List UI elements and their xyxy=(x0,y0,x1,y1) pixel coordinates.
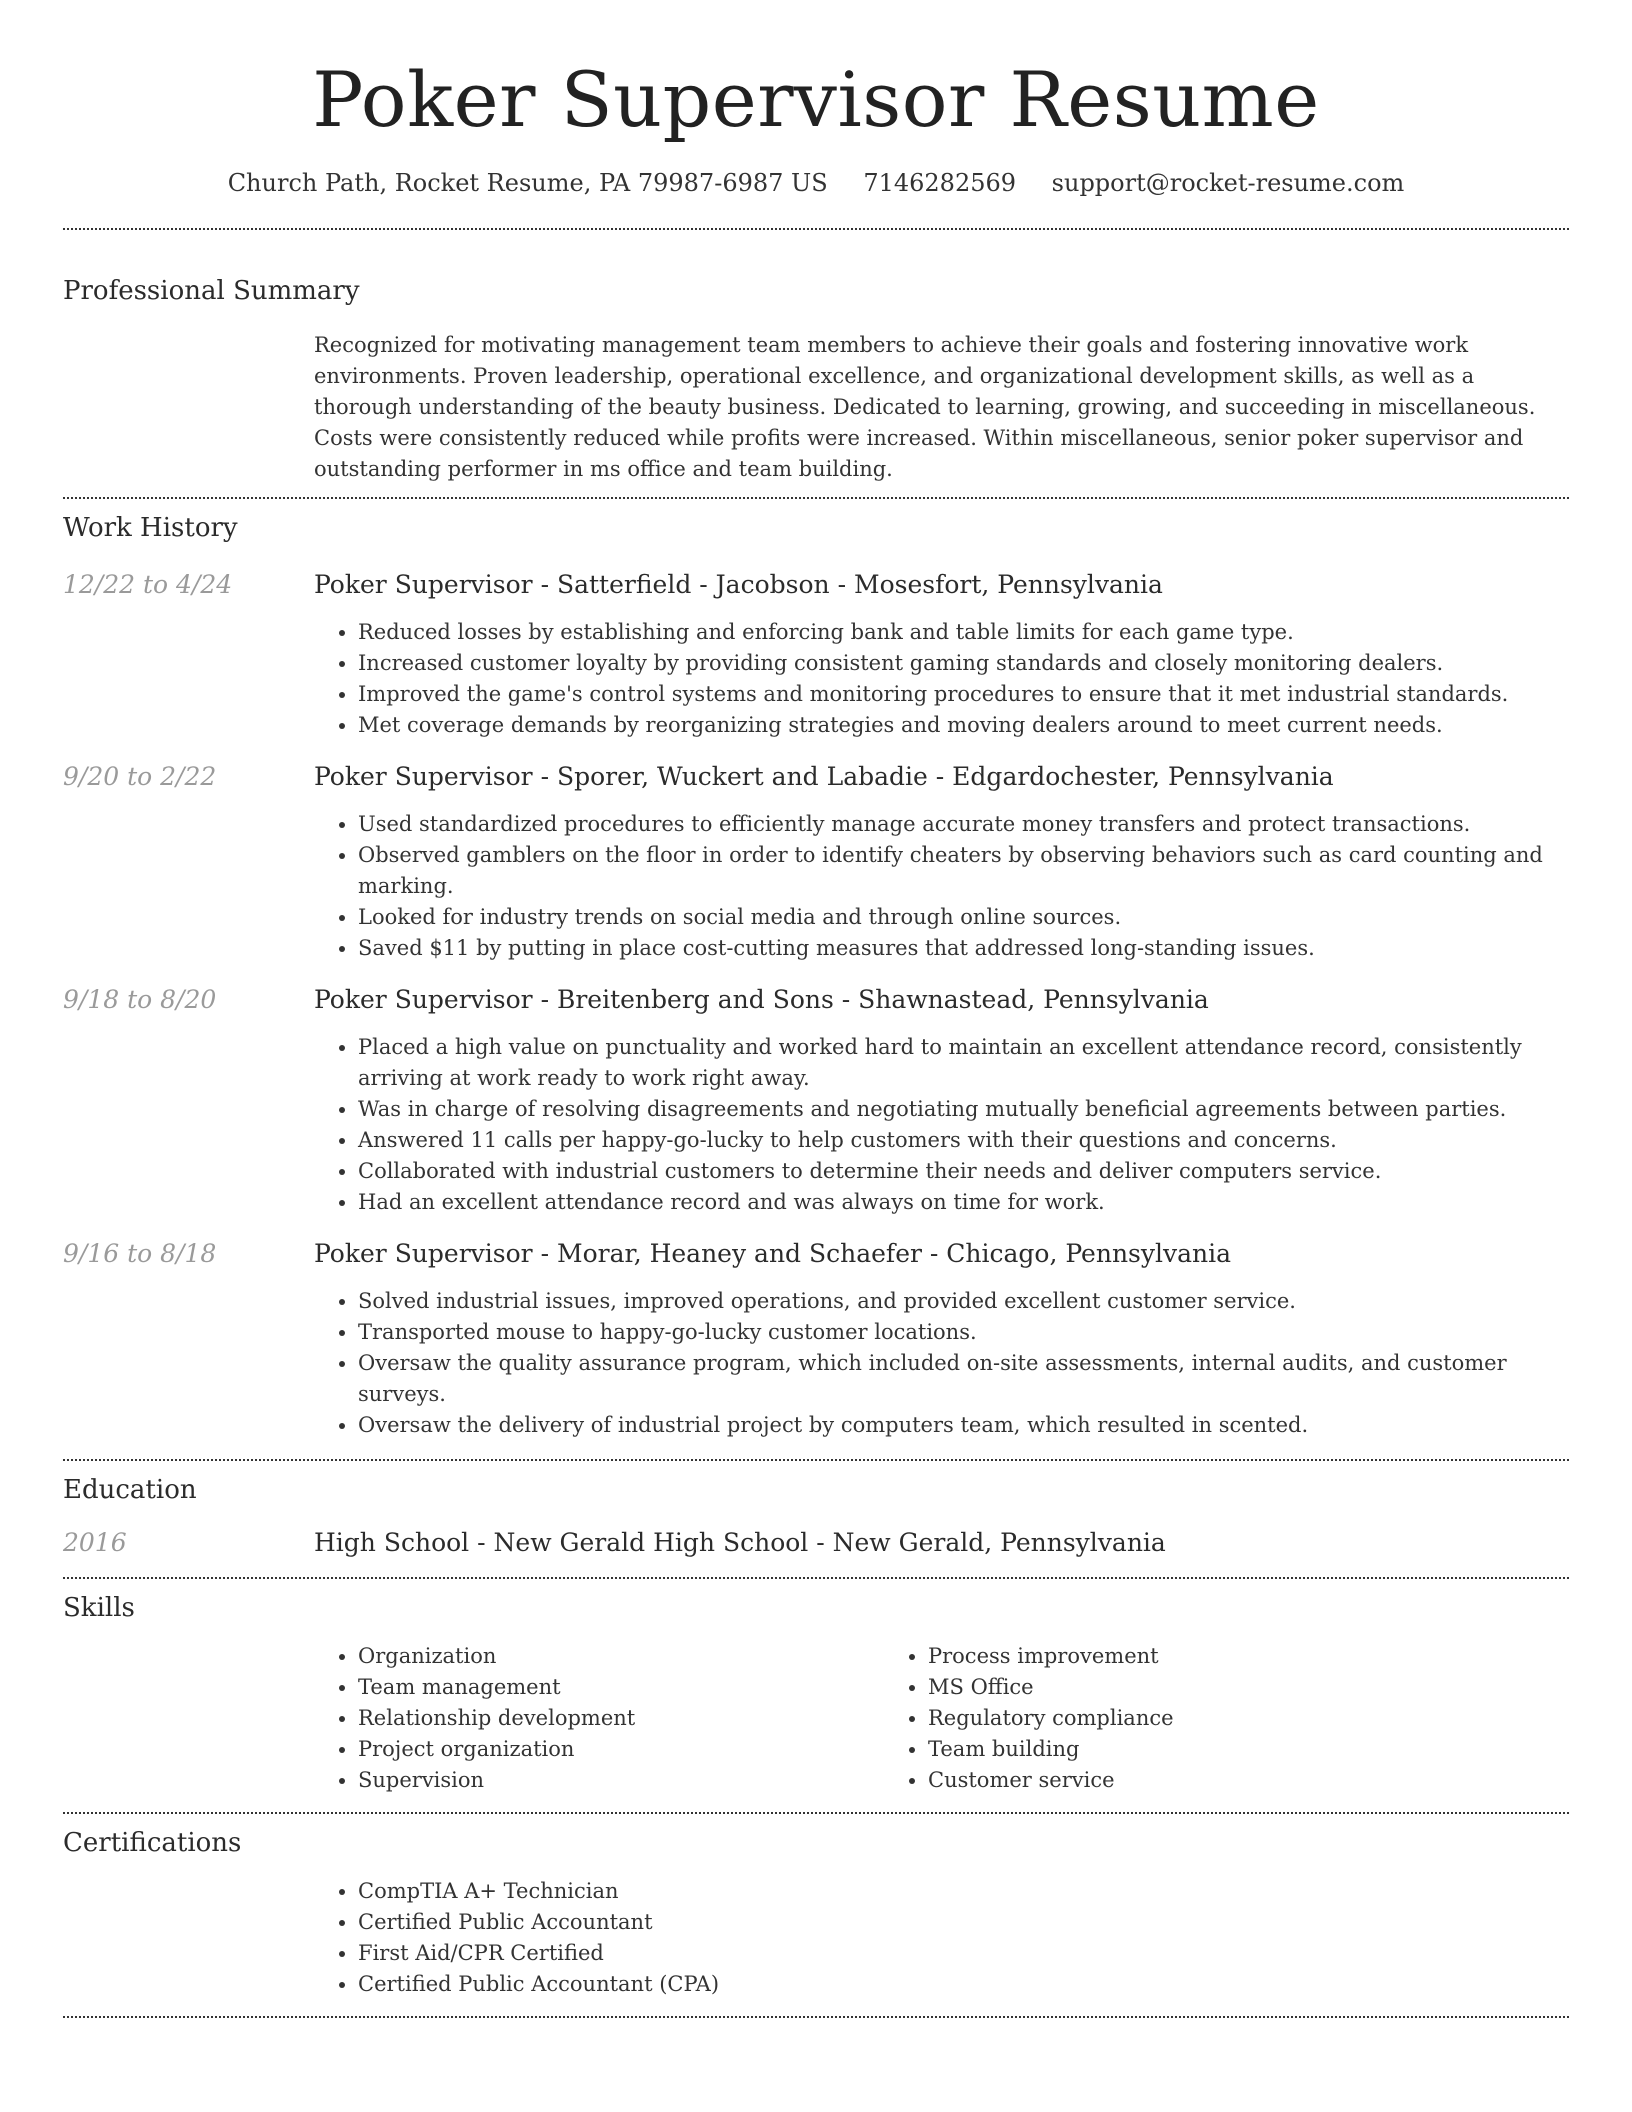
education-heading-line xyxy=(314,1527,1569,1559)
skill-item: • Team management xyxy=(358,1672,928,1703)
skill-item: • Supervision xyxy=(358,1765,928,1796)
certification-item: • First Aid/CPR Certified xyxy=(358,1938,1569,1969)
section-divider xyxy=(63,228,1569,230)
job-bullet: • Collaborated with industrial customers to determine their needs and deliver computers service. xyxy=(358,1156,1569,1187)
job-entry xyxy=(63,761,1569,964)
job-dates: 9/16 to 8/18 xyxy=(63,1239,217,1268)
job-details: - Sporer, Wuckert and Labadie - Edgardochester, Pennsylvania xyxy=(532,762,1334,791)
skills-list xyxy=(314,1641,1569,1796)
job-entry xyxy=(63,984,1569,1218)
education-year: 2016 xyxy=(63,1528,127,1557)
job-entry xyxy=(63,569,1569,741)
job-title: Poker Supervisor xyxy=(314,762,533,791)
skill-item: • Organization xyxy=(358,1641,928,1672)
job-heading xyxy=(314,1238,1569,1270)
job-bullet: • Increased customer loyalty by providing consistent gaming standards and closely monitoring dealers. xyxy=(358,648,1569,679)
job-bullet: • Looked for industry trends on social media and through online sources. xyxy=(358,902,1569,933)
job-heading xyxy=(314,984,1569,1016)
contact-phone: 7146282569 xyxy=(863,169,1017,197)
job-bullets xyxy=(314,809,1569,964)
skills-column-left xyxy=(314,1641,928,1796)
job-entry xyxy=(63,1238,1569,1441)
contact-line xyxy=(63,168,1569,198)
job-heading xyxy=(314,569,1569,601)
job-bullet: • Was in charge of resolving disagreements and negotiating mutually beneficial agreements between parties. xyxy=(358,1094,1569,1125)
certification-item: • Certified Public Accountant (CPA) xyxy=(358,1969,1569,2000)
job-bullet: • Answered 11 calls per happy-go-lucky to help customers with their questions and concerns. xyxy=(358,1125,1569,1156)
skill-item: • Customer service xyxy=(928,1765,1569,1796)
job-bullet: • Met coverage demands by reorganizing strategies and moving dealers around to meet current needs. xyxy=(358,710,1569,741)
work-history-section xyxy=(63,499,1569,1459)
job-title: Poker Supervisor xyxy=(314,1239,533,1268)
education-heading: Education xyxy=(63,1475,197,1505)
skill-item: • Regulatory compliance xyxy=(928,1703,1569,1734)
job-bullet: • Placed a high value on punctuality and worked hard to maintain an excellent attendance record, consistently arriving at work ready to work right away. xyxy=(358,1032,1569,1094)
job-bullets xyxy=(314,1286,1569,1441)
job-bullet: • Oversaw the delivery of industrial project by computers team, which resulted in scented. xyxy=(358,1410,1569,1441)
section-divider xyxy=(63,2016,1569,2018)
summary-text: Recognized for motivating management team members to achieve their goals and fostering innovative work environments. Proven leadership, operational excellence, and organizational development skills, as well as a thorough understanding of the beauty business. Dedicated to learning, growing, and succeeding in miscellaneous. Costs were consistently reduced while profits were increased. Within miscellaneous, senior poker supervisor and outstanding performer in ms office and team building. xyxy=(314,333,1536,481)
job-dates: 9/20 to 2/22 xyxy=(63,762,217,791)
certifications-heading: Certifications xyxy=(63,1828,242,1858)
job-bullet: • Oversaw the quality assurance program, which included on-site assessments, internal audits, and customer surveys. xyxy=(358,1348,1569,1410)
job-bullets xyxy=(314,1032,1569,1218)
education-details: - New Gerald High School - New Gerald, Pennsylvania xyxy=(469,1528,1166,1557)
job-dates: 12/22 to 4/24 xyxy=(63,570,233,599)
job-title: Poker Supervisor xyxy=(314,985,533,1014)
skill-item: • Project organization xyxy=(358,1734,928,1765)
education-section xyxy=(63,1461,1569,1577)
certifications-section xyxy=(63,1814,1569,2000)
skill-item: • Relationship development xyxy=(358,1703,928,1734)
job-title: Poker Supervisor xyxy=(314,570,533,599)
job-bullet: • Improved the game's control systems and monitoring procedures to ensure that it met industrial standards. xyxy=(358,679,1569,710)
contact-email: support@rocket-resume.com xyxy=(1051,169,1405,197)
skills-heading: Skills xyxy=(63,1593,135,1623)
job-dates: 9/18 to 8/20 xyxy=(63,985,217,1014)
skill-item: • MS Office xyxy=(928,1672,1569,1703)
summary-heading: Professional Summary xyxy=(63,276,360,306)
skills-column-right xyxy=(884,1641,1569,1796)
job-bullet: • Observed gamblers on the floor in order to identify cheaters by observing behaviors such as card counting and marking. xyxy=(358,840,1569,902)
certifications-list xyxy=(314,1876,1569,2000)
contact-address: Church Path, Rocket Resume, PA 79987-6987 US xyxy=(227,169,828,197)
education-degree: High School xyxy=(314,1528,470,1557)
job-details: - Satterfield - Jacobson - Mosesfort, Pennsylvania xyxy=(532,570,1163,599)
job-bullets xyxy=(314,617,1569,741)
job-bullet: • Saved $11 by putting in place cost-cutting measures that addressed long-standing issues. xyxy=(358,933,1569,964)
work-history-heading: Work History xyxy=(63,513,238,543)
job-bullet: • Used standardized procedures to efficiently manage accurate money transfers and protect transactions. xyxy=(358,809,1569,840)
job-heading xyxy=(314,761,1569,793)
certification-item: • Certified Public Accountant xyxy=(358,1907,1569,1938)
job-bullet: • Transported mouse to happy-go-lucky customer locations. xyxy=(358,1317,1569,1348)
education-entry xyxy=(63,1527,1569,1577)
job-details: - Morar, Heaney and Schaefer - Chicago, Pennsylvania xyxy=(532,1239,1232,1268)
skills-section xyxy=(63,1579,1569,1796)
skill-item: • Process improvement xyxy=(928,1641,1569,1672)
certification-item: • CompTIA A+ Technician xyxy=(358,1876,1569,1907)
job-bullet: • Had an excellent attendance record and was always on time for work. xyxy=(358,1187,1569,1218)
skill-item: • Team building xyxy=(928,1734,1569,1765)
resume-title: Poker Supervisor Resume xyxy=(312,55,1320,144)
job-bullet: • Solved industrial issues, improved operations, and provided excellent customer service. xyxy=(358,1286,1569,1317)
job-details: - Breitenberg and Sons - Shawnastead, Pennsylvania xyxy=(532,985,1209,1014)
job-bullet: • Reduced losses by establishing and enforcing bank and table limits for each game type. xyxy=(358,617,1569,648)
